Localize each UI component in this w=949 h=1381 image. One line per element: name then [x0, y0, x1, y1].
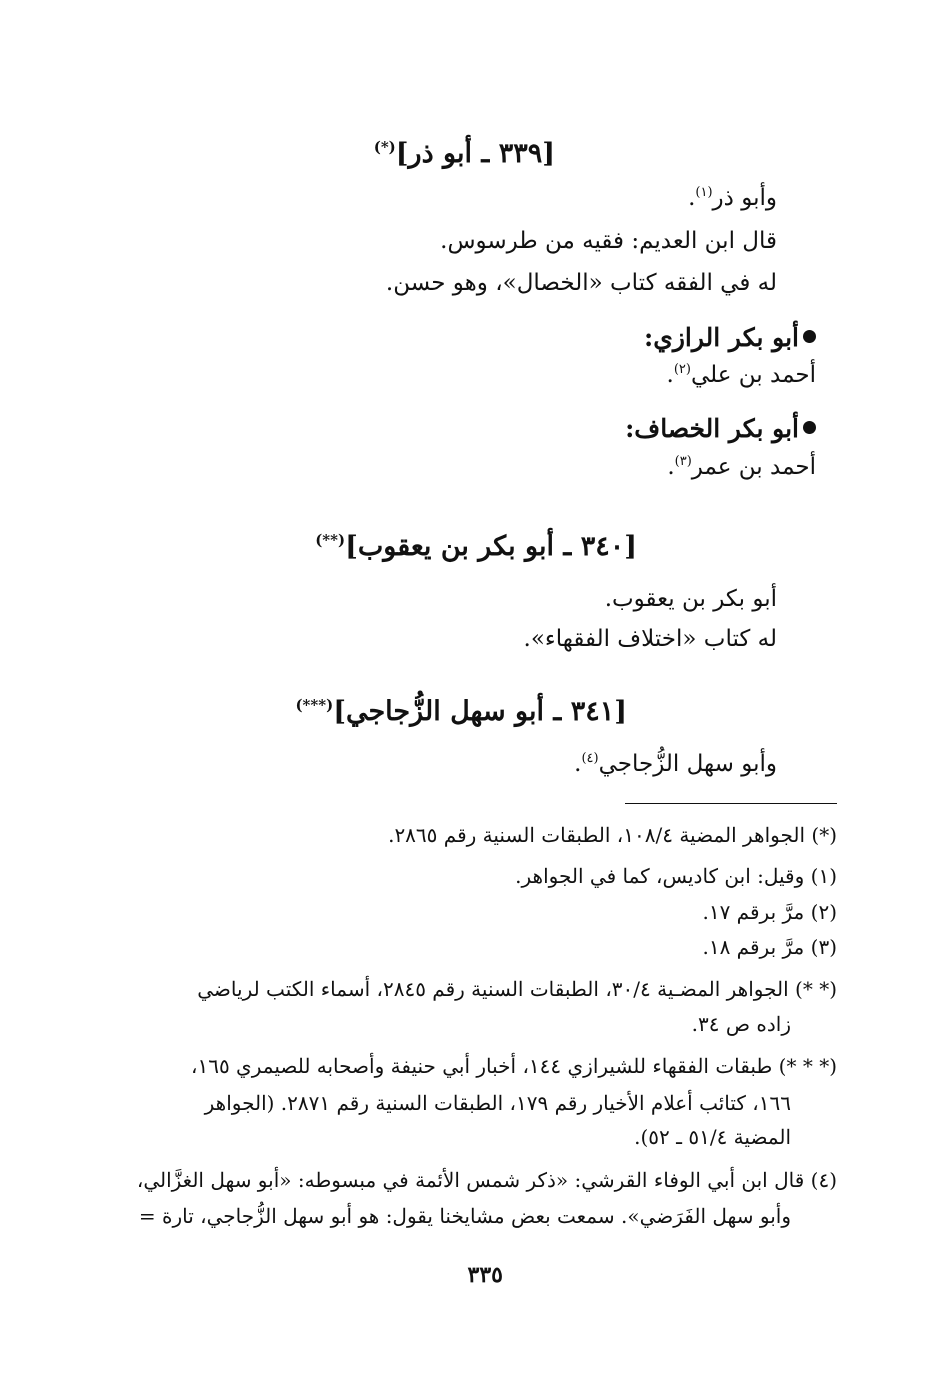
entry-339-line-2: قال ابن العديم: فقيه من طرسوس.	[440, 228, 777, 254]
footnote-star: (*) الجواهر المضية ١٠٨/٤، الطبقات السنية رقم ٢٨٦٥.	[388, 823, 837, 847]
entry-heading-339: [٣٣٩ ـ أبو ذر](*)	[373, 138, 555, 169]
entry-339-line-1: وأبو ذر$^{(١)}$.	[688, 185, 777, 211]
footnote-3: (٣) مرَّ برقم ١٨.	[702, 935, 837, 959]
footnote-4-cont: وأبو سهل الفَرَضي». سمعت بعض مشايخنا يقول: هو أبو سهل الزُّجاجي، تارة =	[138, 1204, 791, 1228]
footnote-ref: (٢)	[673, 362, 691, 377]
footnote-2: (٢) مرَّ برقم ١٧.	[702, 900, 837, 924]
page-number: ٣٣٥	[467, 1262, 503, 1288]
footnote-triple-star: (* * *) طبقات الفقهاء للشيرازي ١٤٤، أخبار أبي حنيفة وأصحابه للصيمري ١٦٥،	[191, 1054, 837, 1078]
entry-341-line-1: وأبو سهل الزُّجاجي$^{(٤)}$.	[574, 751, 777, 777]
bullet-icon	[803, 421, 816, 434]
footnote-triple-star-cont-2: المضية ٥١/٤ ـ ٥٢).	[634, 1125, 791, 1149]
entry-heading-341: [٣٤١ ـ أبو سهل الزُّجاجي](***)	[295, 696, 627, 727]
footnote-ref: (٤)	[581, 751, 599, 766]
footnote-4: (٤) قال ابن أبي الوفاء القرشي: «ذكر شمس الأئمة في مبسوطه: «أبو سهل الغزَّالي،	[136, 1168, 837, 1192]
subentry-body-razi: أحمد بن علي$^{(٢)}$.	[666, 362, 816, 388]
footnote-ref: (٣)	[674, 454, 692, 469]
subentry-title-khassaf: أبو بكر الخصاف:	[625, 414, 816, 443]
entry-340-line-1: أبو بكر بن يعقوب.	[604, 586, 777, 612]
entry-340-line-2: له كتاب «اختلاف الفقهاء».	[523, 626, 777, 652]
footnote-double-star: (* *) الجواهر المضـية ٣٠/٤، الطبقات السنية رقم ٢٨٤٥، أسماء الكتب لرياضي	[197, 977, 837, 1001]
footnote-1: (١) وقيل: ابن كاديس، كما في الجواهر.	[515, 864, 837, 888]
footnote-triple-star-cont-1: ١٦٦، كتائب أعلام الأخيار رقم ١٧٩، الطبقات السنية رقم ٢٨٧١. (الجواهر	[204, 1091, 791, 1115]
footnote-double-star-cont: زاده ص ٣٤.	[691, 1012, 791, 1036]
subentry-title-razi: أبو بكر الرازي:	[644, 323, 816, 352]
footnote-ref: (١)	[695, 185, 713, 200]
entry-heading-340: [٣٤٠ ـ أبو بكر بن يعقوب](**)	[315, 531, 637, 562]
entry-339-line-3: له في الفقه كتاب «الخصال»، وهو حسن.	[385, 270, 777, 296]
subentry-body-khassaf: أحمد بن عمر$^{(٣)}$.	[667, 454, 816, 480]
bullet-icon	[803, 330, 816, 343]
footnote-separator	[625, 803, 837, 804]
